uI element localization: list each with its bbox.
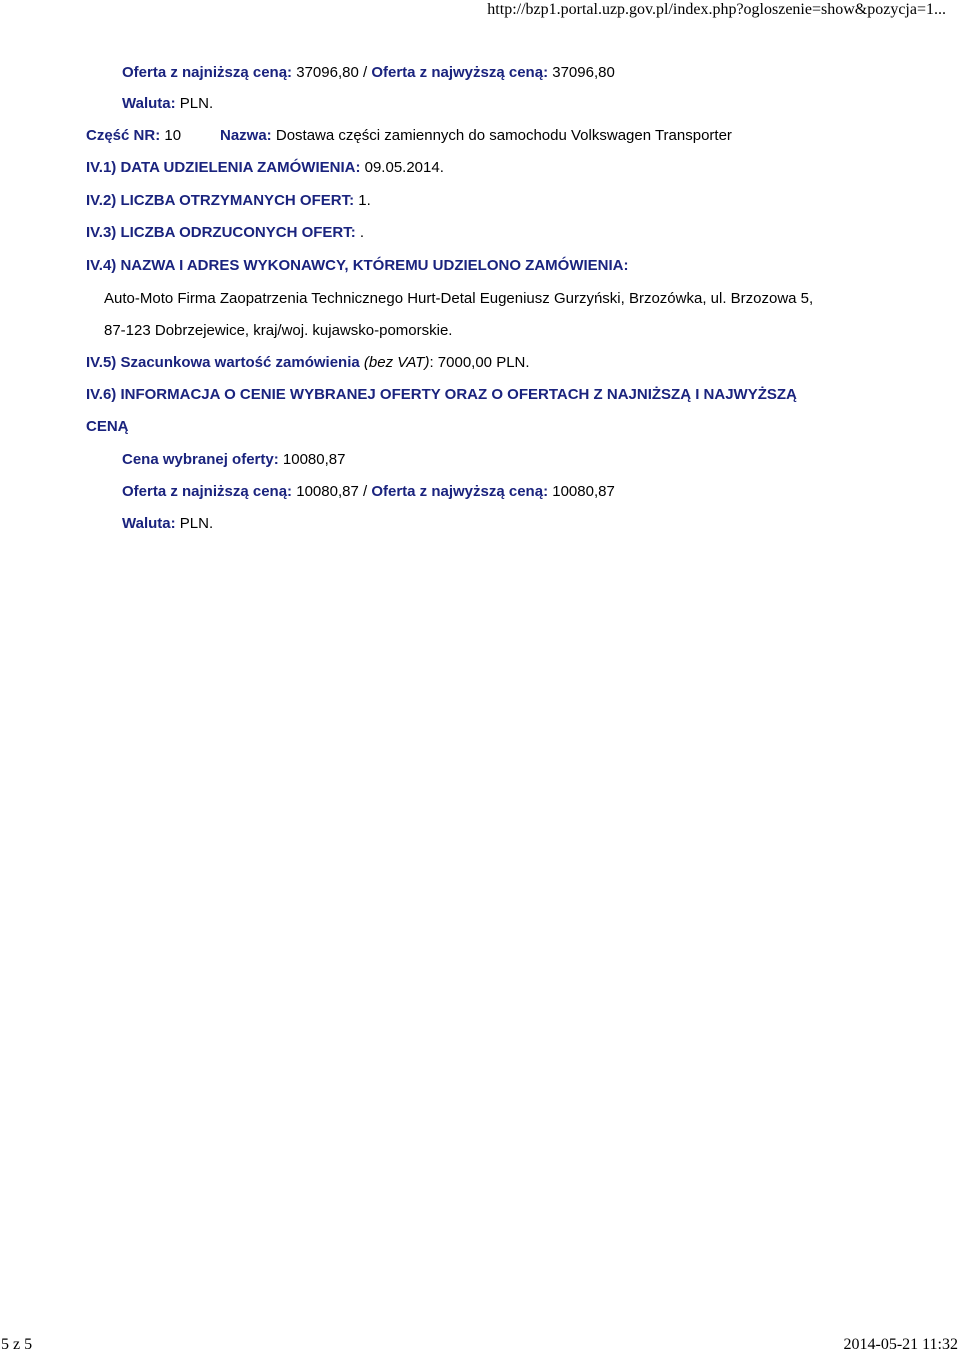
price-separator: / (362, 483, 368, 500)
price-info-heading-2: CENĄ (86, 418, 129, 435)
lowest-price-label: Oferta z najniższą ceną: (122, 483, 293, 500)
prev-currency (122, 95, 213, 113)
estimated-amount: : 7000,00 PLN. (429, 354, 530, 371)
prev-currency-label: Waluta: (122, 95, 176, 112)
page-url: http://bzp1.portal.uzp.gov.pl/index.php?ogloszenie=show&pozycja=1... (487, 1, 946, 18)
offers-rejected (86, 224, 364, 242)
contractor-line-1: Auto-Moto Firma Zaopatrzenia Technicznego Hurt-Detal Eugeniusz Gurzyński, Brzozówka, ul. Brzozowa 5, (104, 290, 814, 307)
offers-rejected-value: . (359, 224, 365, 241)
highest-price-value: 10080,87 (552, 483, 615, 500)
part-number (86, 127, 181, 145)
price-info-heading-1: IV.6) INFORMACJA O CENIE WYBRANEJ OFERTY ORAZ O OFERTACH Z NAJNIŻSZĄ I NAJWYŻSZĄ (86, 386, 797, 403)
page-number: 5 z 5 (1, 1336, 33, 1353)
offers-received-value: 1. (358, 192, 371, 209)
estimated-value (86, 354, 530, 372)
award-date-value: 09.05.2014. (364, 159, 444, 176)
estimated-label: IV.5) Szacunkowa wartość zamówienia (86, 354, 360, 371)
part-nr-label: Część NR: (86, 127, 161, 144)
part-name-label: Nazwa: (220, 127, 272, 144)
selected-price (122, 451, 345, 469)
part-name-value: Dostawa części zamiennych do samochodu Volkswagen Transporter (275, 127, 732, 144)
prev-highest-value: 37096,80 (552, 64, 615, 81)
prev-price-range (122, 64, 615, 82)
currency (122, 515, 213, 533)
award-date (86, 159, 444, 177)
estimated-note: (bez VAT) (363, 354, 430, 371)
prev-highest-label: Oferta z najwyższą ceną: (371, 64, 549, 81)
selected-price-value: 10080,87 (282, 451, 346, 468)
prev-separator: / (362, 64, 368, 81)
contractor-heading: IV.4) NAZWA I ADRES WYKONAWCY, KTÓREMU UDZIELONO ZAMÓWIENIA: (86, 257, 629, 274)
part-nr-value: 10 (164, 127, 182, 144)
part-name (220, 127, 732, 145)
price-range (122, 483, 615, 501)
prev-lowest-value: 37096,80 (296, 64, 359, 81)
highest-price-label: Oferta z najwyższą ceną: (371, 483, 549, 500)
lowest-price-value: 10080,87 (296, 483, 359, 500)
currency-label: Waluta: (122, 515, 176, 532)
offers-rejected-label: IV.3) LICZBA ODRZUCONYCH OFERT: (86, 224, 356, 241)
award-date-label: IV.1) DATA UDZIELENIA ZAMÓWIENIA: (86, 159, 361, 176)
currency-value: PLN. (179, 515, 214, 532)
prev-currency-value: PLN. (179, 95, 214, 112)
contractor-line-2: 87-123 Dobrzejewice, kraj/woj. kujawsko-pomorskie. (104, 322, 453, 339)
offers-received-label: IV.2) LICZBA OTRZYMANYCH OFERT: (86, 192, 355, 209)
print-timestamp: 2014-05-21 11:32 (843, 1336, 958, 1353)
offers-received (86, 192, 371, 210)
prev-lowest-label: Oferta z najniższą ceną: (122, 64, 293, 81)
selected-price-label: Cena wybranej oferty: (122, 451, 279, 468)
